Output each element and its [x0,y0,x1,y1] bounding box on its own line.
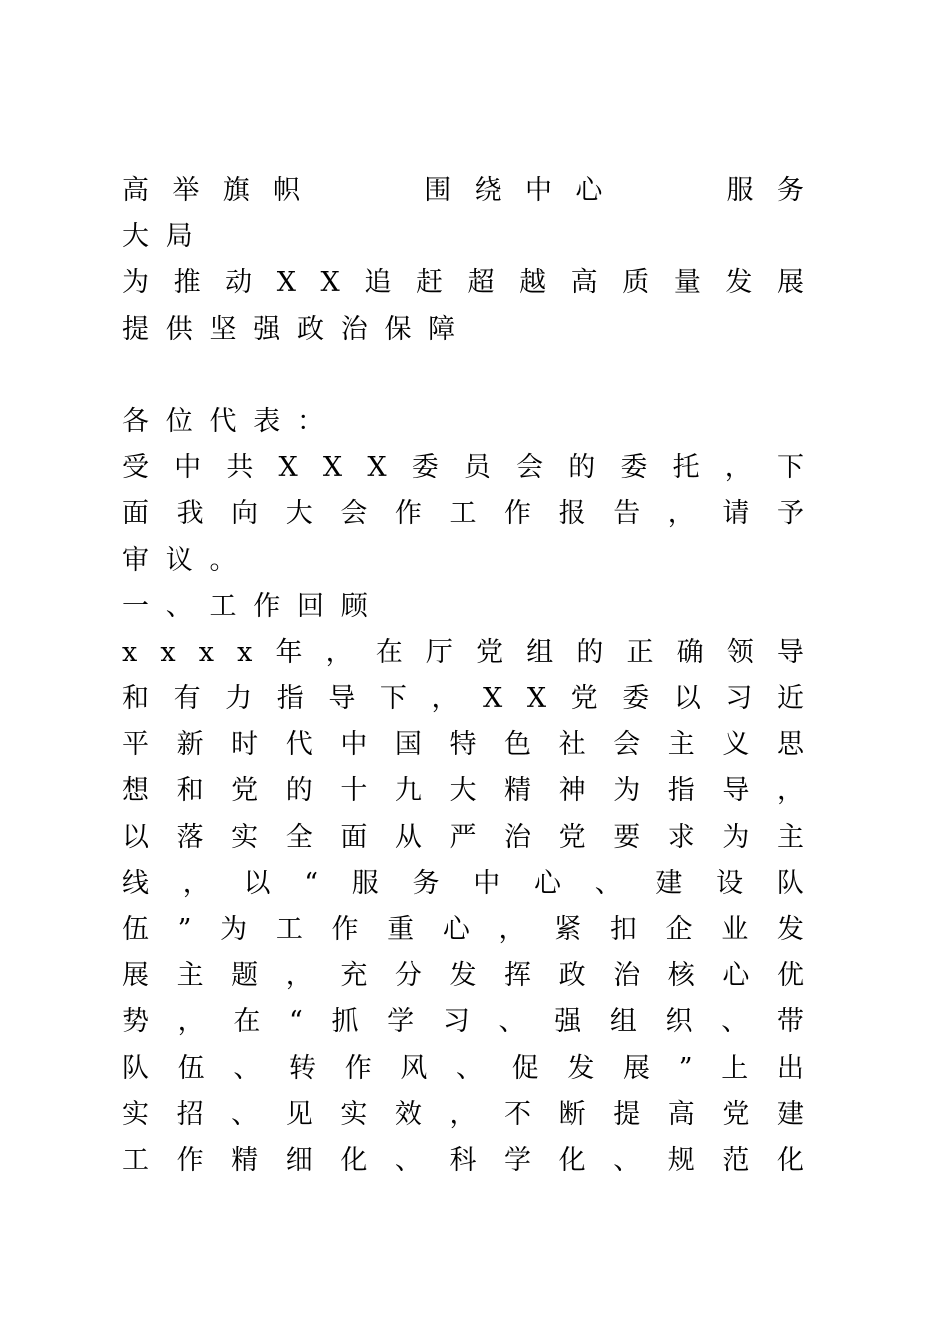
document-body [122,168,804,1184]
salutation: 各位代表： [122,405,341,437]
body-line: 线 ， 以 “ 服 务 中 心 、 建 设 队 [122,867,804,899]
body-line: x x x x 年 ， 在 厅 党 组 的 正 确 领 导 [122,636,804,668]
body-line: 势 ， 在 “ 抓 学 习 、 强 组 织 、 带 [122,1006,804,1038]
body-line: 队 伍 、 转 作 风 、 促 发 展 ” 上 出 [122,1052,804,1084]
body-line: 以 落 实 全 面 从 严 治 党 要 求 为 主 [122,821,804,853]
body-line: 展 主 题 ， 充 分 发 挥 政 治 核 心 优 [122,960,804,992]
title-line-3: 为 推 动 X X 追 赶 超 越 高 质 量 发 展 [122,267,804,299]
blank-line [122,353,804,399]
body-line: 伍 ” 为 工 作 重 心 ， 紧 扣 企 业 发 [122,914,804,945]
intro-line-1: 受 中 共 X X X 委 员 会 的 委 托 ， 下 [122,452,804,484]
body-line: 工 作 精 细 化 、 科 学 化 、 规 范 化 [122,1144,804,1176]
title-line-1: 高 举 旗 帜 围 绕 中 心 服 务 [122,175,804,206]
body-line: 平 新 时 代 中 国 特 色 社 会 主 义 思 [122,729,804,761]
body-line: 想 和 党 的 十 九 大 精 神 为 指 导 ， [122,775,804,807]
title-line-2: 大局 [122,221,210,253]
intro-line-2: 面 我 向 大 会 作 工 作 报 告 ， 请 予 [122,498,804,530]
section-heading: 一、工作回顾 [122,590,385,622]
intro-line-3: 审议。 [122,544,254,576]
body-line: 实 招 、 见 实 效 ， 不 断 提 高 党 建 [122,1098,804,1130]
title-line-4: 提供坚强政治保障 [122,313,472,345]
body-line: 和 有 力 指 导 下 ， X X 党 委 以 习 近 [122,683,804,715]
